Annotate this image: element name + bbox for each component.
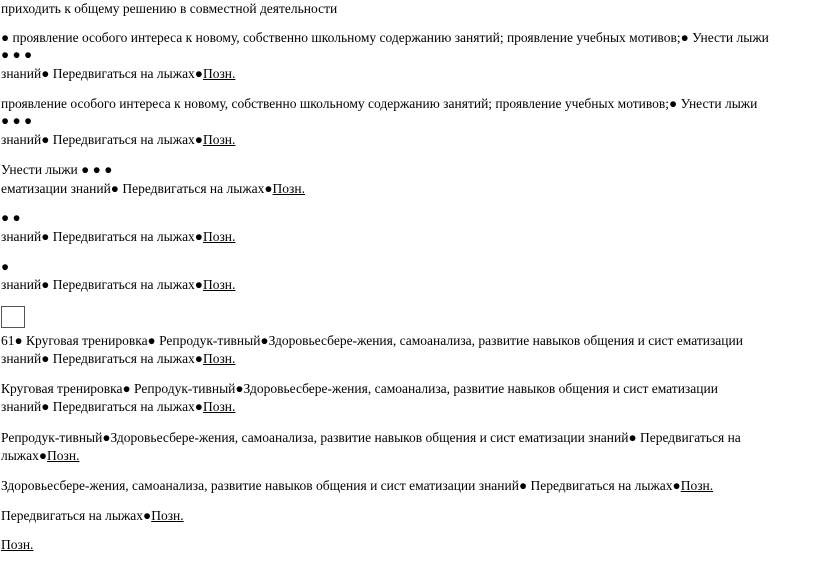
bullet-row: ● bbox=[1, 259, 10, 274]
bullet-row: ● ● ● bbox=[1, 113, 33, 128]
table-cell-box bbox=[1, 306, 25, 328]
pozn-link[interactable]: Позн. bbox=[202, 399, 236, 414]
pozn-link[interactable]: Позн. bbox=[1, 537, 34, 552]
text-line: знаний● Передвигаться на лыжах●Позн. bbox=[1, 132, 236, 147]
bullet-row: ● ● bbox=[1, 210, 21, 225]
text-line: приходить к общему решению в совместной деятельности bbox=[1, 1, 338, 16]
text-line: Здоровьесбере-жения, самоанализа, развитие навыков общения и сист ематизации знаний● Передвигаться на лыжах●Позн. bbox=[1, 478, 714, 493]
bullet-row: ● ● ● bbox=[1, 47, 33, 62]
pozn-link[interactable]: Позн. bbox=[202, 351, 236, 366]
text-line: знаний● Передвигаться на лыжах●Позн. bbox=[1, 399, 236, 414]
text-line: 61● Круговая тренировка● Репродук-тивный●Здоровьесбере-жения, самоанализа, развитие навыков общения и сист ематизации bbox=[1, 333, 743, 348]
pozn-link[interactable]: Позн. bbox=[47, 448, 80, 463]
text-line: лыжах●Позн. bbox=[1, 448, 80, 463]
text-line: проявление особого интереса к новому, собственно школьному содержанию занятий; проявление учебных мотивов;● Унести лыжи bbox=[1, 96, 758, 111]
pozn-link[interactable]: Позн. bbox=[202, 229, 236, 244]
pozn-link[interactable]: Позн. bbox=[272, 181, 305, 196]
pozn-link[interactable]: Позн. bbox=[151, 508, 184, 523]
pozn-link[interactable]: Позн. bbox=[202, 132, 236, 147]
text-line: Круговая тренировка● Репродук-тивный●Здоровьесбере-жения, самоанализа, развитие навыков общения и сист ематизации bbox=[1, 381, 718, 396]
text-line bbox=[1, 536, 33, 553]
text-line: знаний● Передвигаться на лыжах●Позн. bbox=[1, 229, 236, 244]
text-line: Унести лыжи ● ● ● bbox=[1, 162, 113, 177]
pozn-link[interactable]: Позн. bbox=[680, 478, 714, 493]
text-line: ● проявление особого интереса к новому, собственно школьному содержанию занятий; проявление учебных мотивов;● Унести лыжи bbox=[1, 30, 769, 45]
text-line: ематизации знаний● Передвигаться на лыжах●Позн. bbox=[1, 181, 305, 196]
text-line: знаний● Передвигаться на лыжах●Позн. bbox=[1, 66, 236, 81]
pozn-link[interactable]: Позн. bbox=[202, 66, 236, 81]
text-line: Репродук-тивный●Здоровьесбере-жения, самоанализа, развитие навыков общения и сист ематизации знаний● Передвигаться на bbox=[1, 430, 741, 445]
text-line: знаний● Передвигаться на лыжах●Позн. bbox=[1, 277, 236, 292]
text-line: знаний● Передвигаться на лыжах●Позн. bbox=[1, 351, 236, 366]
pozn-link[interactable]: Позн. bbox=[202, 277, 236, 292]
text-line: Передвигаться на лыжах●Позн. bbox=[1, 508, 184, 523]
